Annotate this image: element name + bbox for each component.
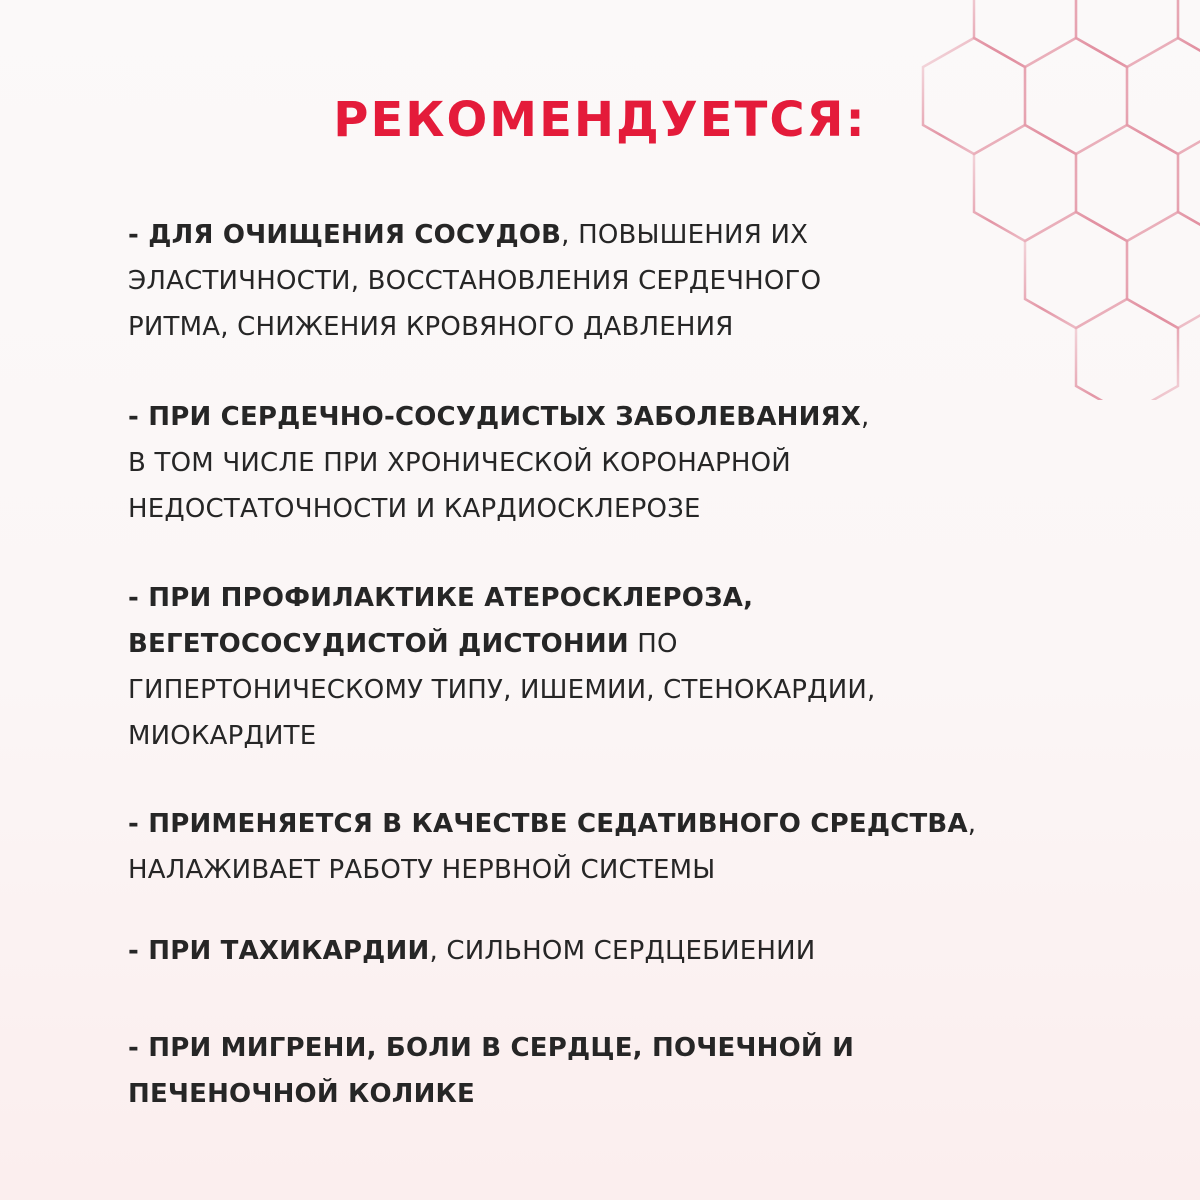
item-line: ГИПЕРТОНИЧЕСКОМУ ТИПУ, ИШЕМИИ, СТЕНОКАРДИИ,	[128, 675, 876, 705]
page-title: РЕКОМЕНДУЕТСЯ:	[333, 92, 867, 148]
item-line: НЕДОСТАТОЧНОСТИ И КАРДИОСКЛЕРОЗЕ	[128, 494, 701, 524]
list-item	[128, 1025, 854, 1117]
list-item	[128, 394, 870, 532]
list-item	[128, 212, 821, 350]
item-line: ЭЛАСТИЧНОСТИ, ВОССТАНОВЛЕНИЯ СЕРДЕЧНОГО	[128, 266, 822, 296]
list-item	[128, 801, 976, 893]
hexagon-shape	[1127, 212, 1200, 328]
item-line: - ПРИ ТАХИКАРДИИ, СИЛЬНОМ СЕРДЦЕБИЕНИИ	[128, 936, 816, 966]
item-line: ВЕГЕТОСОСУДИСТОЙ ДИСТОНИИ ПО	[128, 629, 678, 659]
list-item	[128, 575, 875, 759]
hexagon-pattern-decoration	[900, 0, 1200, 400]
hexagon-shape	[974, 0, 1076, 67]
item-line: ПЕЧЕНОЧНОЙ КОЛИКЕ	[128, 1079, 475, 1109]
hexagon-shape	[1025, 212, 1127, 328]
item-line: НАЛАЖИВАЕТ РАБОТУ НЕРВНОЙ СИСТЕМЫ	[128, 855, 716, 885]
item-line: МИОКАРДИТЕ	[128, 721, 317, 751]
item-line: - ДЛЯ ОЧИЩЕНИЯ СОСУДОВ, ПОВЫШЕНИЯ ИХ	[128, 220, 809, 250]
hexagon-shape	[1076, 299, 1178, 400]
item-line: РИТМА, СНИЖЕНИЯ КРОВЯНОГО ДАВЛЕНИЯ	[128, 312, 734, 342]
hexagon-shape	[1076, 0, 1178, 67]
item-line: - ПРИМЕНЯЕТСЯ В КАЧЕСТВЕ СЕДАТИВНОГО СРЕДСТВА,	[128, 809, 977, 839]
list-item	[128, 928, 815, 974]
item-line: В ТОМ ЧИСЛЕ ПРИ ХРОНИЧЕСКОЙ КОРОНАРНОЙ	[128, 448, 791, 478]
item-line: - ПРИ МИГРЕНИ, БОЛИ В СЕРДЦЕ, ПОЧЕЧНОЙ И	[128, 1033, 855, 1063]
item-line: - ПРИ СЕРДЕЧНО-СОСУДИСТЫХ ЗАБОЛЕВАНИЯХ,	[128, 402, 870, 432]
item-line: - ПРИ ПРОФИЛАКТИКЕ АТЕРОСКЛЕРОЗА,	[128, 583, 754, 613]
hexagon-shape	[1178, 0, 1200, 67]
